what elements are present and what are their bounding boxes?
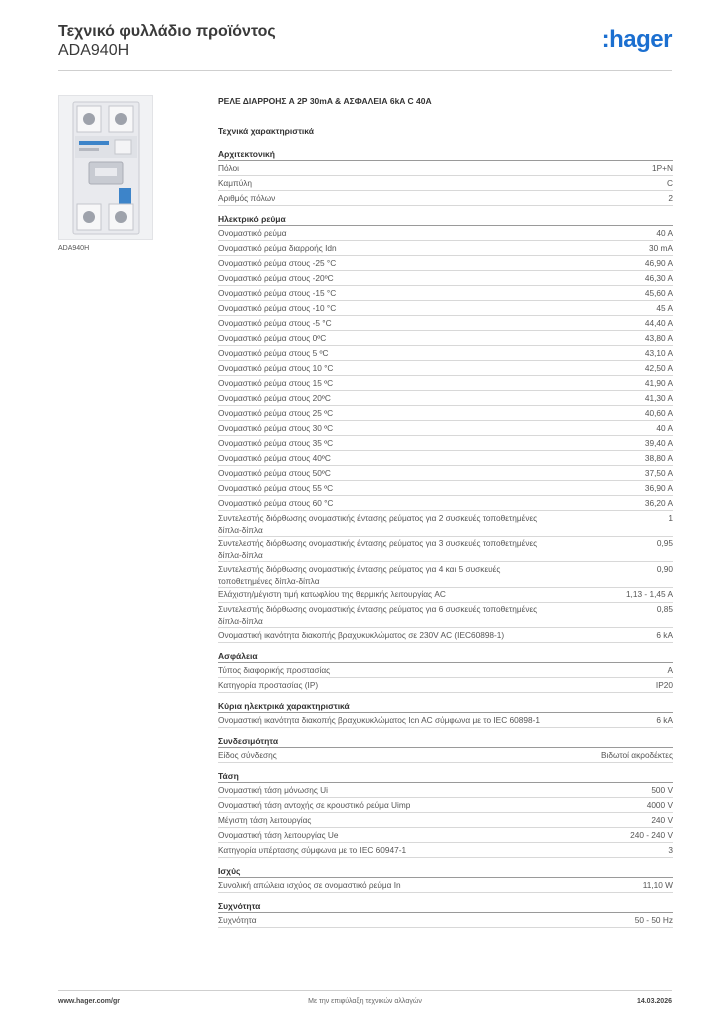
spec-value: 240 - 240 V: [630, 829, 673, 840]
footer-date: 14.03.2026: [636, 998, 672, 1005]
spec-value: 36,90 A: [644, 482, 673, 493]
section-title: Τάση: [218, 771, 673, 783]
spec-label: Είδος σύνδεσης: [218, 749, 277, 760]
spec-value: 37,50 A: [644, 467, 673, 478]
spec-label: Ονομαστικό ρεύμα στους 5 ºC: [218, 347, 329, 358]
section-title: Συνδεσιμότητα: [218, 736, 673, 748]
spec-row: [218, 376, 673, 391]
spec-value: 40 A: [656, 227, 673, 238]
spec-row: [218, 421, 673, 436]
spec-row: [218, 191, 673, 206]
spec-section: [218, 701, 673, 728]
spec-row: [218, 588, 673, 603]
spec-row: [218, 406, 673, 421]
spec-row: [218, 913, 673, 928]
spec-row: [218, 451, 673, 466]
spec-value: 1P+N: [652, 162, 673, 173]
spec-label: Ονομαστικό ρεύμα στους 40ºC: [218, 452, 331, 463]
spec-row: [218, 562, 673, 588]
spec-value: 42,50 A: [644, 362, 673, 373]
spec-label: Ονομαστικό ρεύμα στους 50ºC: [218, 467, 331, 478]
spec-value: 2: [668, 192, 673, 203]
spec-value: 0,85: [656, 604, 673, 614]
spec-sections: [218, 149, 673, 928]
spec-label: Αριθμός πόλων: [218, 192, 276, 203]
spec-label: Κατηγορία προστασίας (IP): [218, 679, 319, 690]
spec-row: [218, 511, 673, 537]
spec-value: 45 A: [656, 302, 673, 313]
spec-value: 38,80 A: [644, 452, 673, 463]
spec-section: [218, 736, 673, 763]
spec-row: [218, 537, 673, 563]
spec-row: [218, 271, 673, 286]
spec-section: [218, 149, 673, 206]
spec-value: 40,60 A: [644, 407, 673, 418]
spec-row: [218, 226, 673, 241]
spec-label: Κατηγορία υπέρτασης σύμφωνα με το IEC 60947-1: [218, 844, 407, 855]
spec-row: [218, 436, 673, 451]
spec-label: Καμπύλη: [218, 177, 253, 188]
spec-value: C: [667, 177, 673, 188]
spec-value: 3: [668, 844, 673, 855]
spec-value: 4000 V: [646, 799, 673, 810]
spec-row: [218, 663, 673, 678]
spec-row: [218, 331, 673, 346]
spec-label: Ονομαστική τάση λειτουργίας Ue: [218, 829, 339, 840]
spec-label: Τύπος διαφορικής προστασίας: [218, 664, 331, 675]
spec-label: Ονομαστικό ρεύμα στους 30 ºC: [218, 422, 334, 433]
spec-row: [218, 346, 673, 361]
section-title: Ασφάλεια: [218, 651, 673, 663]
spec-label: Ονομαστικό ρεύμα στους -25 °C: [218, 257, 337, 268]
section-title: Ηλεκτρικό ρεύμα: [218, 214, 673, 226]
spec-label: Ονομαστικό ρεύμα στους 60 °C: [218, 497, 334, 508]
spec-value: 46,90 A: [644, 257, 673, 268]
spec-label: Ονομαστική τάση μόνωσης Ui: [218, 784, 328, 795]
spec-value: 6 kA: [656, 714, 673, 725]
spec-row: [218, 466, 673, 481]
spec-value: 44,40 A: [644, 317, 673, 328]
page-header: [58, 22, 672, 68]
spec-row: [218, 361, 673, 376]
spec-value: 0,95: [656, 538, 673, 548]
spec-label: Ονομαστική ικανότητα διακοπής βραχυκυκλώματος Icn AC σύμφωνα με το IEC 60898-1: [218, 714, 540, 725]
spec-section: [218, 866, 673, 893]
section-title: Κύρια ηλεκτρικά χαρακτηριστικά: [218, 701, 673, 713]
footer-website[interactable]: www.hager.com/gr: [58, 998, 120, 1005]
image-caption: ADA940H: [58, 245, 90, 252]
spec-row: [218, 301, 673, 316]
spec-label: Ελάχιστη/μέγιστη τιμή κατωφλίου της θερμικής λειτουργίας AC: [218, 589, 446, 599]
spec-section: [218, 651, 673, 693]
spec-value: 41,90 A: [644, 377, 673, 388]
spec-value: 1: [668, 512, 673, 523]
spec-label: Ονομαστικό ρεύμα στους 35 ºC: [218, 437, 334, 448]
spec-label: Ονομαστικό ρεύμα στους -15 °C: [218, 287, 337, 298]
spec-value: 6 kA: [656, 629, 673, 640]
spec-row: [218, 603, 673, 629]
spec-label: Ονομαστικό ρεύμα στους 55 ºC: [218, 482, 334, 493]
spec-label: Ονομαστικό ρεύμα στους -5 °C: [218, 317, 332, 328]
spec-label: Μέγιστη τάση λειτουργίας: [218, 814, 312, 825]
spec-row: [218, 813, 673, 828]
spec-label: Συντελεστής διόρθωσης ονομαστικής έντασης ρεύματος για 3 συσκευές τοποθετημένες δίπλα-δίπλα: [218, 538, 538, 560]
spec-label: Ονομαστικό ρεύμα στους 10 °C: [218, 362, 334, 373]
spec-row: [218, 391, 673, 406]
section-title: Αρχιτεκτονική: [218, 149, 673, 161]
spec-section: [218, 901, 673, 928]
spec-value: 36,20 A: [644, 497, 673, 508]
spec-value: 45,60 A: [644, 287, 673, 298]
spec-row: [218, 161, 673, 176]
product-image: [58, 95, 153, 240]
hager-logo: :hager: [601, 26, 672, 53]
spec-row: [218, 496, 673, 511]
spec-row: [218, 481, 673, 496]
spec-value: 43,80 A: [644, 332, 673, 343]
spec-row: [218, 316, 673, 331]
spec-value: A: [667, 664, 673, 675]
footer-disclaimer: Με την επιφύλαξη τεχνικών αλλαγών: [308, 998, 422, 1005]
spec-row: [218, 783, 673, 798]
technical-specs-heading: Τεχνικά χαρακτηριστικά: [218, 126, 314, 136]
spec-section: [218, 214, 673, 643]
spec-label: Συντελεστής διόρθωσης ονομαστικής έντασης ρεύματος για 6 συσκευές τοποθετημένες δίπλα-δίπλα: [218, 604, 538, 626]
spec-row: [218, 798, 673, 813]
spec-value: 43,10 A: [644, 347, 673, 358]
spec-row: [218, 176, 673, 191]
spec-row: [218, 256, 673, 271]
spec-row: [218, 286, 673, 301]
spec-label: Ονομαστικό ρεύμα: [218, 227, 287, 238]
footer-divider: [58, 990, 672, 991]
spec-value: 41,30 A: [644, 392, 673, 403]
spec-label: Ονομαστικό ρεύμα στους 0ºC: [218, 332, 327, 343]
section-title: Ισχύς: [218, 866, 673, 878]
product-code: ADA940H: [58, 42, 130, 59]
logo-text: hager: [609, 26, 672, 53]
spec-value: IP20: [655, 679, 673, 690]
spec-row: [218, 878, 673, 893]
header-divider: [58, 70, 672, 71]
spec-content: [218, 96, 673, 936]
spec-row: [218, 828, 673, 843]
spec-value: 46,30 A: [644, 272, 673, 283]
spec-label: Ονομαστικό ρεύμα στους -20ºC: [218, 272, 334, 283]
spec-row: [218, 241, 673, 256]
spec-value: Βιδωτοί ακροδέκτες: [601, 749, 673, 760]
spec-label: Ονομαστικό ρεύμα στους 20ºC: [218, 392, 331, 403]
spec-label: Πόλοι: [218, 162, 239, 173]
spec-row: [218, 713, 673, 728]
spec-label: Συνολική απώλεια ισχύος σε ονομαστικό ρεύμα In: [218, 879, 401, 890]
spec-value: 240 V: [651, 814, 673, 825]
spec-value: 50 - 50 Hz: [634, 914, 673, 925]
spec-label: Ονομαστικό ρεύμα στους 25 ºC: [218, 407, 334, 418]
spec-value: 30 mA: [649, 242, 673, 253]
spec-label: Ονομαστική ικανότητα διακοπής βραχυκυκλώματος σε 230V AC (IEC60898-1): [218, 629, 505, 640]
product-title: ΡΕΛΕ ΔΙΑΡΡΟΗΣ Α 2Ρ 30mA & ΑΣΦΑΛΕΙΑ 6kA C 40A: [218, 96, 432, 106]
spec-label: Συντελεστής διόρθωσης ονομαστικής έντασης ρεύματος για 4 και 5 συσκευές τοποθετημένες δίπλα-δίπλα: [218, 563, 501, 586]
spec-label: Ονομαστική τάση αντοχής σε κρουστικό ρεύμα Uimp: [218, 799, 411, 810]
section-title: Συχνότητα: [218, 901, 673, 913]
spec-value: 39,40 A: [644, 437, 673, 448]
spec-label: Ονομαστικό ρεύμα στους -10 °C: [218, 302, 337, 313]
spec-row: [218, 628, 673, 643]
document-title: Τεχνικό φυλλάδιο προϊόντος: [58, 23, 276, 40]
spec-value: 40 A: [656, 422, 673, 433]
breaker-illustration: [59, 96, 152, 239]
spec-label: Συχνότητα: [218, 914, 257, 925]
spec-section: [218, 771, 673, 858]
spec-label: Ονομαστικό ρεύμα διαρροής Idn: [218, 242, 337, 253]
spec-label: Ονομαστικό ρεύμα στους 15 ºC: [218, 377, 334, 388]
spec-row: [218, 843, 673, 858]
spec-label: Συντελεστής διόρθωσης ονομαστικής έντασης ρεύματος για 2 συσκευές τοποθετημένες δίπλα-δίπλα: [218, 512, 538, 535]
spec-value: 500 V: [651, 784, 673, 795]
spec-value: 11,10 W: [642, 879, 673, 890]
spec-row: [218, 748, 673, 763]
spec-value: 1,13 - 1,45 A: [625, 589, 673, 599]
spec-value: 0,90: [656, 563, 673, 574]
spec-row: [218, 678, 673, 693]
